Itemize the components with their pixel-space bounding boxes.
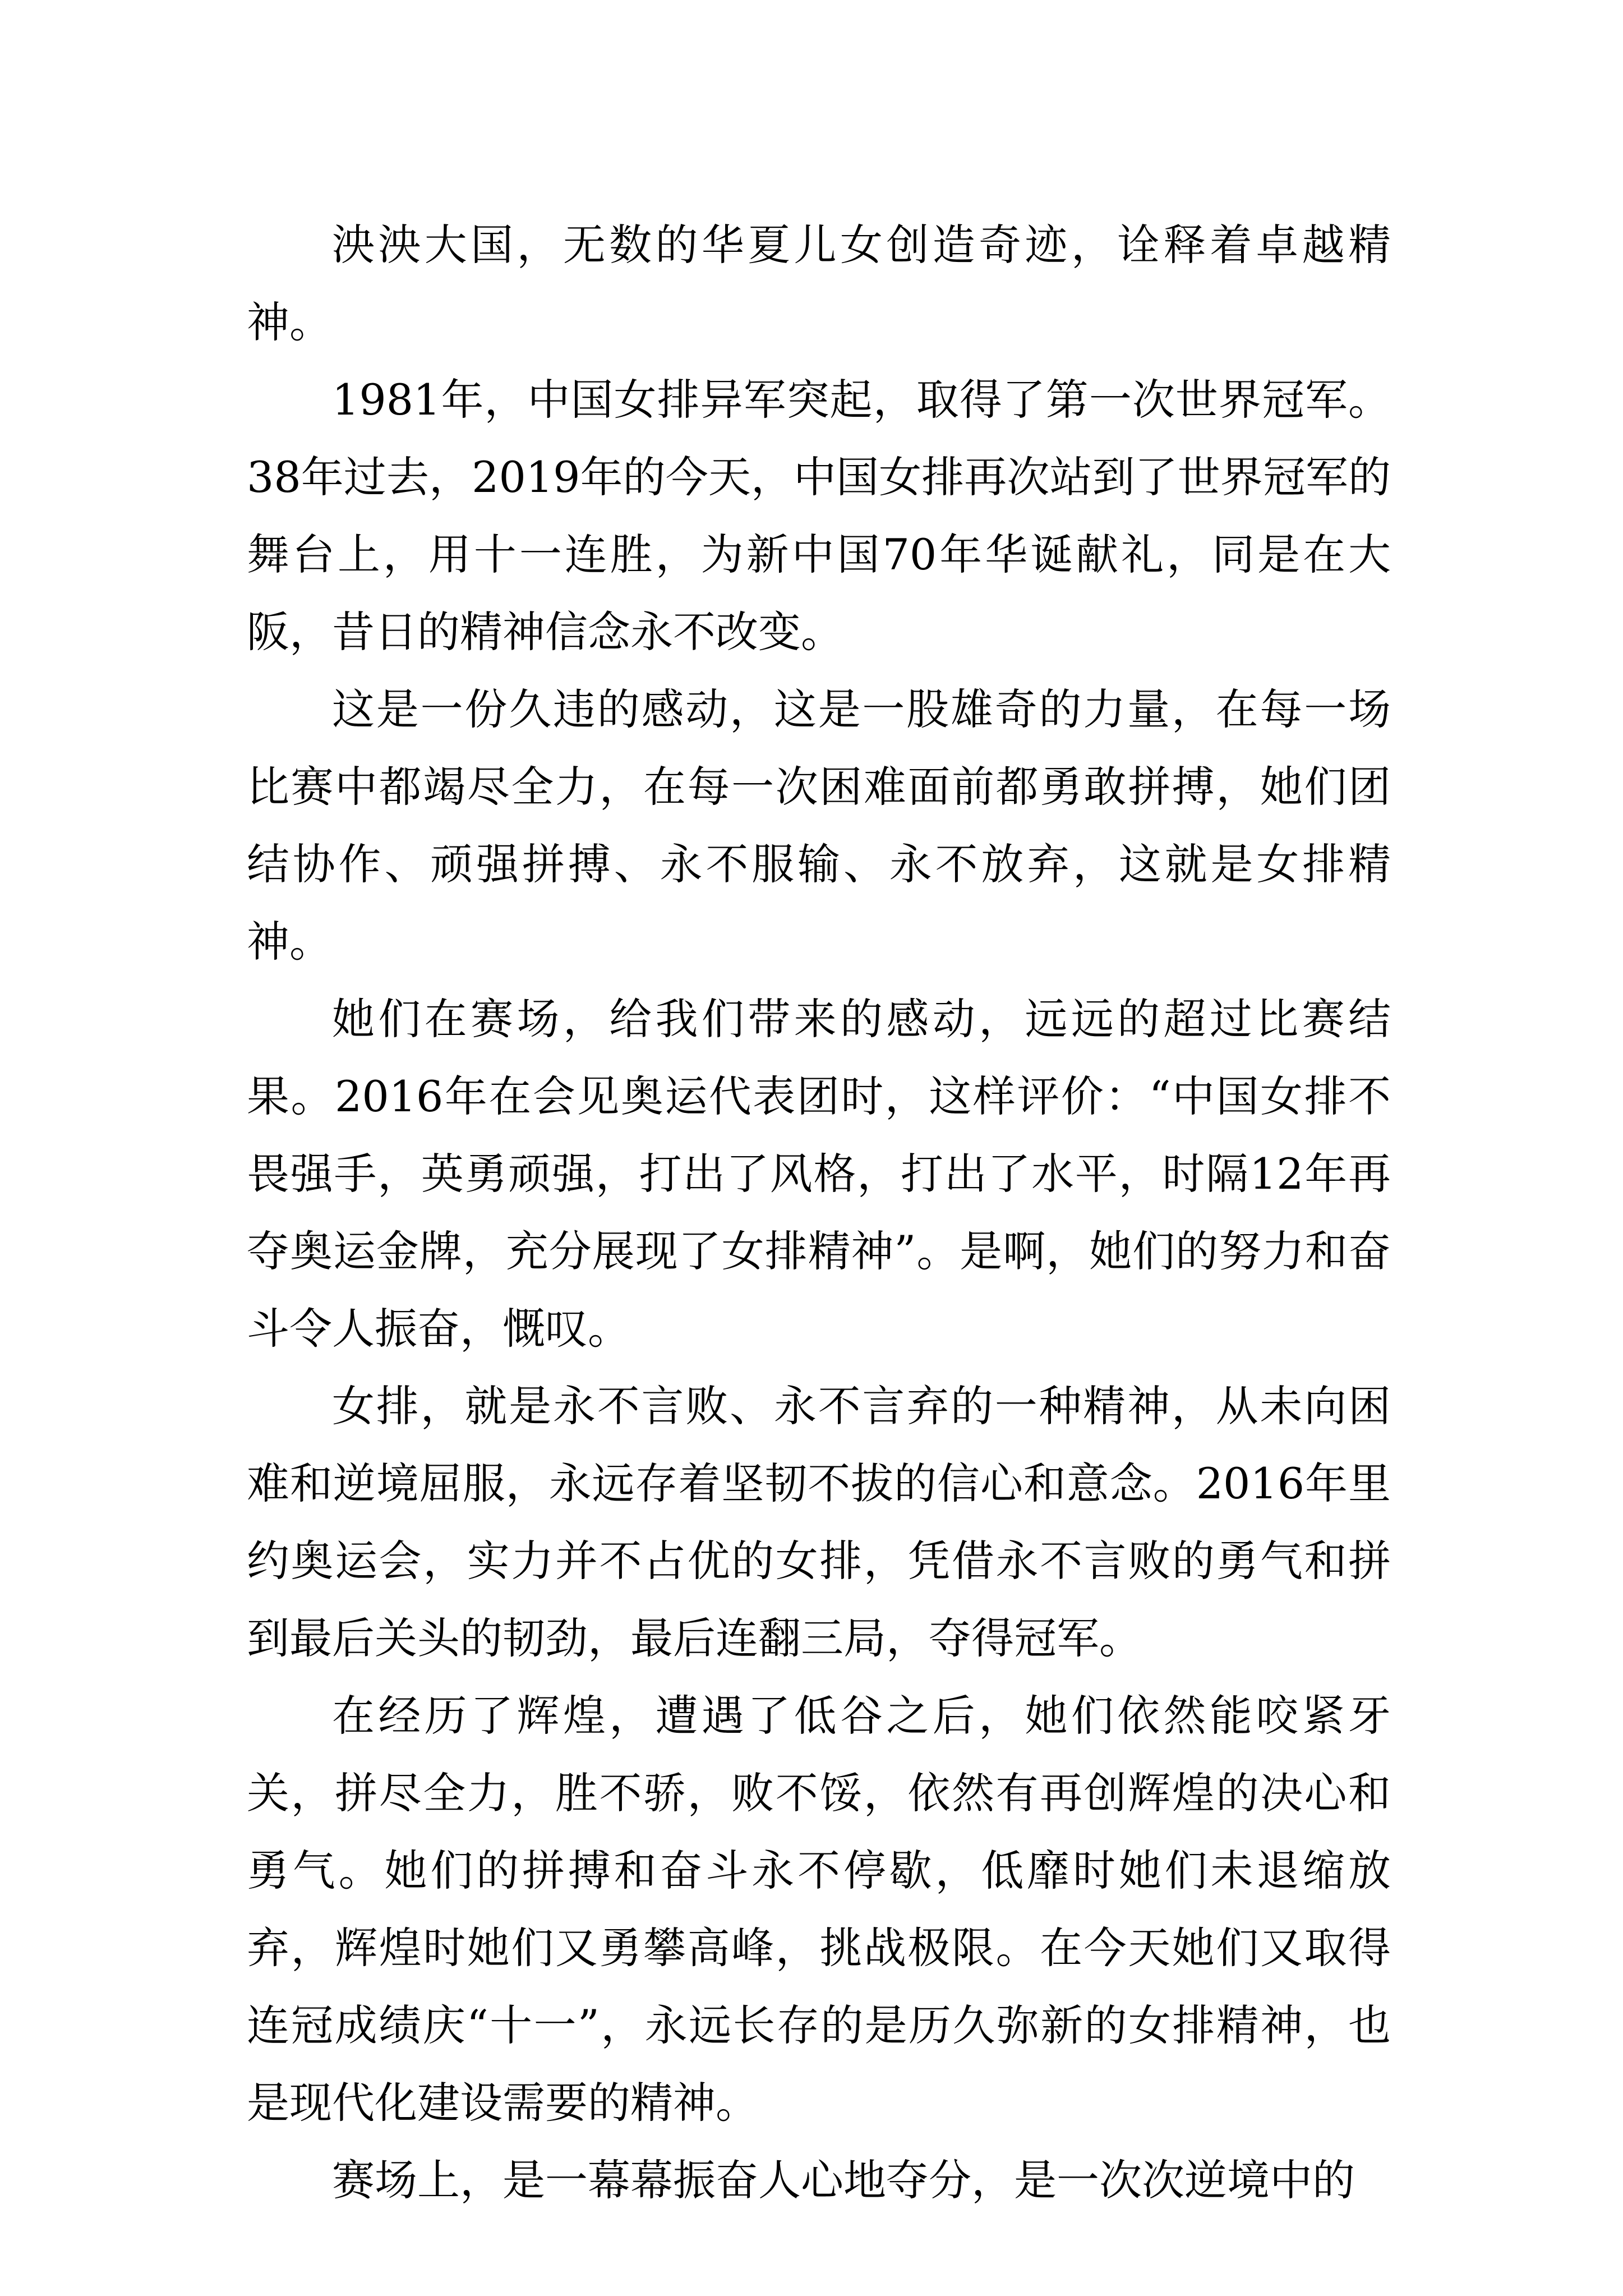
paragraph: 赛场上，是一幕幕振奋人心地夺分，是一次次逆境中的 [332,2155,1355,2205]
paragraph: 这是一份久违的感动，这是一股雄奇的力量，在每一场比赛中都竭尽全力，在每一次困难面前都勇敢拼搏，她们团结协作、顽强拼搏、永不服输、永不放弃，这就是女排精神。 [247,684,1391,967]
paragraph: 泱泱大国，无数的华夏儿女创造奇迹，诠释着卓越精神。 [247,220,1391,347]
paragraph: 在经历了辉煌，遭遇了低谷之后，她们依然能咬紧牙关，拼尽全力，胜不骄，败不馁，依然有再创辉煌的决心和勇气。她们的拼搏和奋斗永不停歇，低靡时她们未退缩放弃，辉煌时她们又勇攀高峰，挑战极限。在今天她们又取得连冠成绩庆“十一”，永远长存的是历久弥新的女排精神，也是现代化建设需要的精神。 [247,1691,1391,2128]
paragraph: 1981年，中国女排异军突起，取得了第一次世界冠军。38年过去，2019年的今天，中国女排再次站到了世界冠军的舞台上，用十一连胜，为新中国70年华诞献礼，同是在大阪，昔日的精神信念永不改变。 [247,375,1391,657]
document-body [247,206,1391,2219]
paragraph: 女排，就是永不言败、永不言弃的一种精神，从未向困难和逆境屈服，永远存着坚韧不拔的信心和意念。2016年里约奥运会，实力并不占优的女排，凭借永不言败的勇气和拼到最后关头的韧劲，最后连翻三局，夺得冠军。 [247,1381,1391,1663]
paragraph: 她们在赛场，给我们带来的感动，远远的超过比赛结果。2016年在会见奥运代表团时，这样评价：“中国女排不畏强手，英勇顽强，打出了风格，打出了水平，时隔12年再夺奥运金牌，充分展现了女排精神”。是啊，她们的努力和奋斗令人振奋，慨叹。 [247,994,1391,1354]
